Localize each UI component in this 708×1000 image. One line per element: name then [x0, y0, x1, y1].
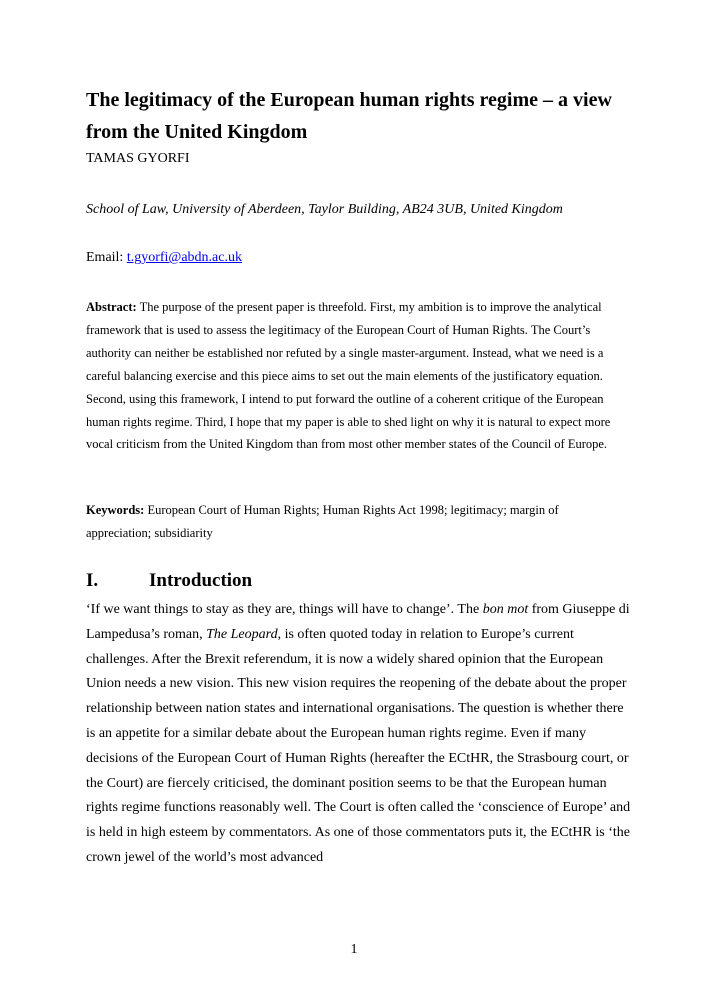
keywords — [86, 499, 616, 545]
keywords-label: Keywords: — [86, 503, 145, 517]
paper-title: The legitimacy of the European human rights regime – a view from the United Kingdom — [86, 89, 612, 143]
intro-text-2: from Giuseppe di Lampedusa’s roman, — [86, 602, 630, 642]
page-number: 1 — [350, 942, 358, 957]
email-line — [86, 249, 242, 267]
section-title: Introduction — [149, 570, 253, 591]
intro-italic-leopard: The Leopard — [206, 626, 278, 642]
author-affiliation: School of Law, University of Aberdeen, Taylor Building, AB24 3UB, United Kingdom — [86, 202, 563, 217]
email-label: Email: — [86, 250, 127, 265]
intro-paragraph — [86, 598, 632, 871]
intro-text-3: , is often quoted today in relation to Europe’s current challenges. After the Brexit referendum, it is now a widely shared opinion that the European Union needs a new vision. This new vision requires the reopening of the debate about the proper relationship between nation states and international organisations. The question is whether there is an appetite for a similar debate about the European human rights regime. Even if many decisions of the European Court of Human Rights (hereafter the ECtHR, the Strasbourg court, or the Court) are fiercely criticised, the dominant position seems to be that the European human rights regime functions reasonably well. The Court is often called the ‘conscience of Europe’ and is held in high esteem by commentators. As one of those commentators puts it, the ECtHR is ‘the crown jewel of the world’s most advanced — [86, 626, 631, 865]
section-number: I. — [86, 570, 99, 591]
intro-text-1: ‘If we want things to stay as they are, things will have to change’. The — [86, 602, 483, 617]
author-name: TAMAS GYORFI — [86, 151, 190, 166]
abstract-text: The purpose of the present paper is threefold. First, my ambition is to improve the analytical framework that is used to assess the legitimacy of the European Court of Human Rights. The Court’s authority can neither be established nor refuted by a single master-argument. Instead, what we need is a careful balancing exercise and this piece aims to set out the main elements of the justificatory equation. Second, using this framework, I intend to put forward the outline of a coherent critique of the European human rights regime. Third, I hope that my paper is able to shed light on why it is natural to expect more vocal criticism from the United Kingdom than from most other member states of the Council of Europe. — [86, 300, 611, 452]
abstract-label: Abstract: — [86, 300, 137, 314]
intro-italic-bon-mot: bon mot — [482, 602, 529, 617]
abstract — [86, 296, 626, 456]
email-link[interactable]: t.gyorfi@abdn.ac.uk — [126, 250, 242, 265]
section-heading — [86, 568, 252, 594]
keywords-text: European Court of Human Rights; Human Rights Act 1998; legitimacy; margin of appreciation; subsidiarity — [86, 503, 559, 540]
